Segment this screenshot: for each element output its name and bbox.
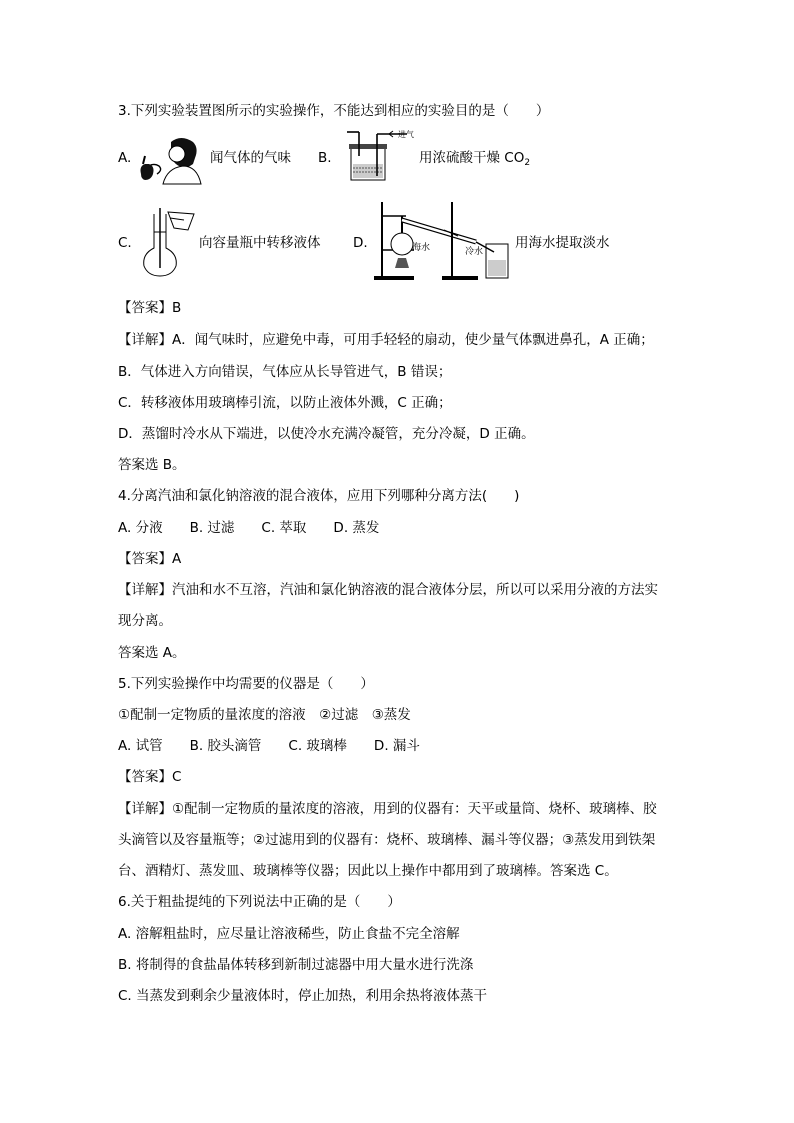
- q3-option-c-text: 向容量瓶中转移液体: [199, 235, 321, 251]
- q5-items: ①配制一定物质的量浓度的溶液 ②过滤 ③蒸发: [118, 707, 411, 723]
- q3-option-d-letter: D.: [353, 235, 368, 251]
- q3-option-b-letter: B.: [318, 150, 332, 166]
- q4-detail-1: 【详解】汽油和水不互溶，汽油和氯化钠溶液的混合液体分层，所以可以采用分液的方法实: [118, 582, 658, 598]
- q3-option-d-seawater-label: 海水: [412, 243, 431, 253]
- q3-stem: 3.下列实验装置图所示的实验操作，不能达到相应的实验目的是（ ）: [118, 103, 550, 119]
- q3-option-b-inlet-label: 进气: [398, 130, 414, 139]
- q4-answer: 【答案】A: [118, 551, 182, 567]
- q5-detail-3: 台、酒精灯、蒸发皿、玻璃棒等仪器；因此以上操作中都用到了玻璃棒。答案选 C。: [118, 863, 618, 879]
- q6-option-c: C. 当蒸发到剩余少量液体时，停止加热，利用余热将液体蒸干: [118, 988, 488, 1004]
- q3-detail-1: 【详解】A．闻气味时，应避免中毒，可用手轻轻的扇动，使少量气体飘进鼻孔，A 正确；: [118, 332, 654, 348]
- q3-option-b-main: 用浓硫酸干燥 CO: [419, 150, 525, 166]
- smell-gas-figure: [133, 134, 205, 186]
- q3-option-a-letter: A.: [118, 150, 132, 166]
- q5-options: A. 试管 B. 胶头滴管 C. 玻璃棒 D. 漏斗: [118, 738, 420, 754]
- q3-option-b-subscript: 2: [524, 158, 531, 168]
- q4-stem: 4.分离汽油和氯化钠溶液的混合液体，应用下列哪种分离方法( ): [118, 488, 520, 504]
- q3-option-b-text: [419, 148, 530, 173]
- q6-option-a: A. 溶解粗盐时，应尽量让溶液稀些，防止食盐不完全溶解: [118, 926, 460, 942]
- q3-option-c-letter: C.: [118, 235, 132, 251]
- q3-answer: 【答案】B: [118, 300, 182, 316]
- q6-option-b: B. 将制得的食盐晶体转移到新制过滤器中用大量水进行洗涤: [118, 957, 474, 973]
- q3-detail-3: C．转移液体用玻璃棒引流，以防止液体外溅，C 正确；: [118, 395, 452, 411]
- q4-conclusion: 答案选 A。: [118, 645, 186, 661]
- distillation-apparatus-figure: [372, 200, 512, 282]
- volumetric-flask-figure: [140, 208, 200, 278]
- q5-stem: 5.下列实验操作中均需要的仪器是（ ）: [118, 676, 374, 692]
- q4-options: A. 分液 B. 过滤 C. 萃取 D. 蒸发: [118, 520, 380, 536]
- q3-option-d-cold-water-label: 冷水: [465, 247, 484, 257]
- q3-detail-4: D．蒸馏时冷水从下端进，以使冷水充满冷凝管，充分冷凝，D 正确。: [118, 426, 535, 442]
- q5-detail-1: 【详解】①配制一定物质的量浓度的溶液，用到的仪器有：天平或量筒、烧杯、玻璃棒、胶: [118, 801, 657, 817]
- q6-stem: 6.关于粗盐提纯的下列说法中正确的是（ ）: [118, 894, 401, 910]
- q3-detail-2: B．气体进入方向错误，气体应从长导管进气，B 错误；: [118, 364, 452, 380]
- q3-option-d-text: 用海水提取淡水: [515, 235, 610, 251]
- q3-option-a-text: 闻气体的气味: [210, 150, 291, 166]
- q5-detail-2: 头滴管以及容量瓶等；②过滤用到的仪器有：烧杯、玻璃棒、漏斗等仪器；③蒸发用到铁架: [118, 832, 656, 848]
- q4-detail-2: 现分离。: [118, 613, 172, 629]
- q5-answer: 【答案】C: [118, 769, 182, 785]
- q3-conclusion: 答案选 B。: [118, 457, 186, 473]
